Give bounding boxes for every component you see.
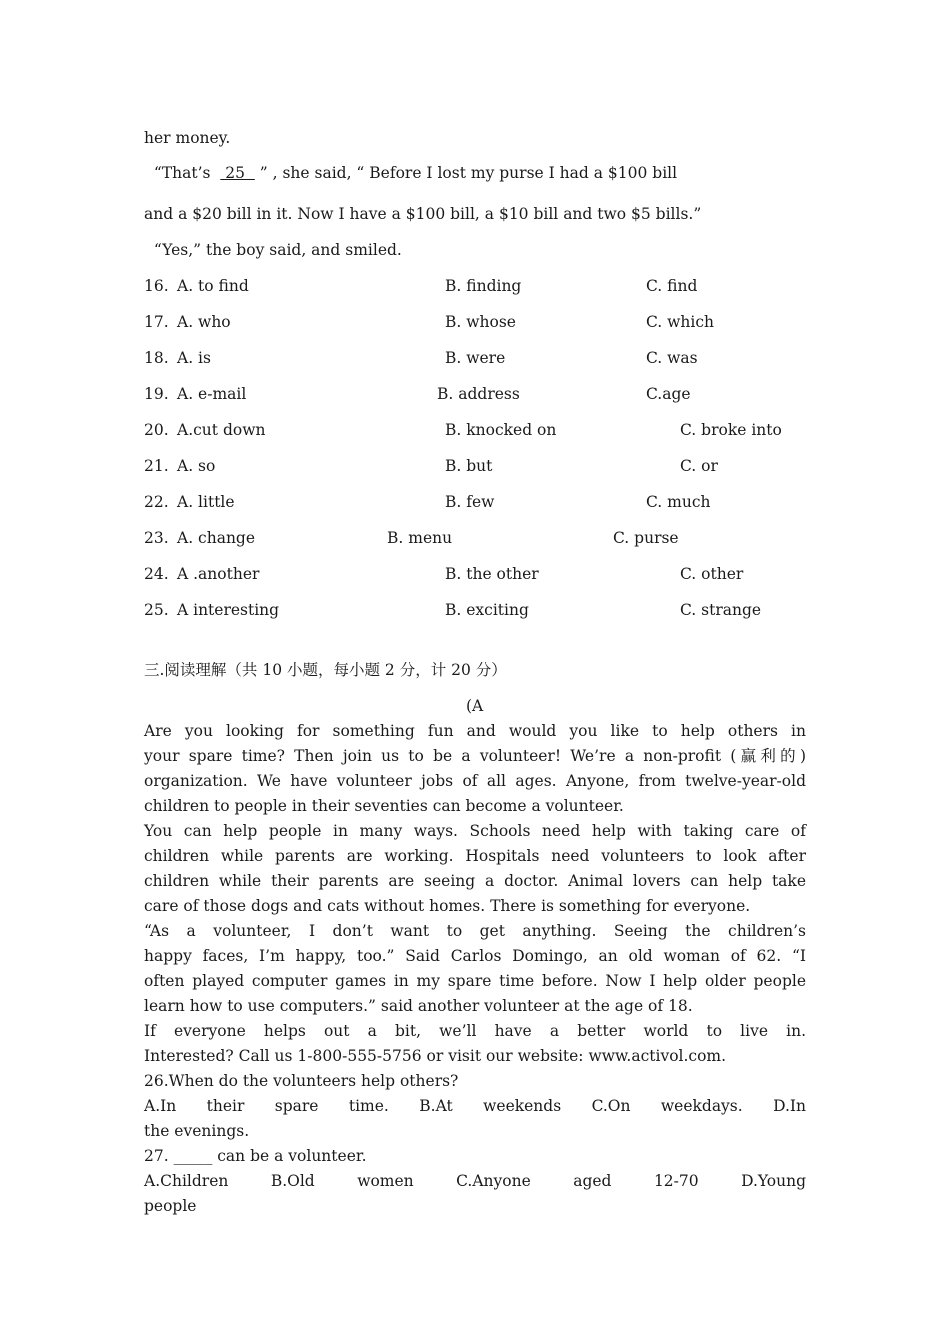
option-c: C. was <box>646 349 698 367</box>
passage-line: “Yes,” the boy said, and smiled. <box>144 241 402 259</box>
question-number: 19. <box>144 385 169 403</box>
option-b: B. few <box>445 493 495 511</box>
question-number: 17. <box>144 313 169 331</box>
option-c: C. find <box>646 277 698 295</box>
passage-line: Are you looking for something fun and would you like to help others in <box>144 722 806 740</box>
question-27: 27. _____ can be a volunteer. <box>144 1147 367 1165</box>
option-a: A. change <box>177 529 256 547</box>
question-number: 23. <box>144 529 169 547</box>
passage-label: (A <box>466 697 484 715</box>
passage-line: You can help people in many ways. Schools need help with taking care of <box>144 822 806 840</box>
question-number: 16. <box>144 277 169 295</box>
option-b: B. knocked on <box>445 421 557 439</box>
section-heading: 三.阅读理解（共 10 小题，每小题 2 分，计 20 分） <box>144 661 507 679</box>
question-number: 24. <box>144 565 169 583</box>
passage-text: “That’s <box>144 164 221 182</box>
option-a: A. is <box>177 349 211 367</box>
option-b: B. address <box>437 385 520 403</box>
question-number: 25. <box>144 601 169 619</box>
option-c: C. which <box>646 313 715 331</box>
option-a: A. so <box>177 457 216 475</box>
passage-line: care of those dogs and cats without homes. There is something for everyone. <box>144 897 751 915</box>
passage-line: and a $20 bill in it. Now I have a $100 bill, a $10 bill and two $5 bills.” <box>144 205 702 223</box>
option-c: C. broke into <box>680 421 782 439</box>
passage-line: children to people in their seventies can become a volunteer. <box>144 797 624 815</box>
option-b: B. the other <box>445 565 539 583</box>
option-a: A. who <box>177 313 231 331</box>
question-number: 18. <box>144 349 169 367</box>
passage-text: ” , she said, “ Before I lost my purse I had a $100 bill <box>254 164 678 182</box>
option-c: C. purse <box>613 529 679 547</box>
question-26-options-cont: the evenings. <box>144 1122 250 1140</box>
option-b: B. but <box>445 457 493 475</box>
option-c: C. much <box>646 493 711 511</box>
passage-line: your spare time? Then join us to be a volunteer! We’re a non-profit (赢利的) <box>144 747 806 765</box>
option-a: A.cut down <box>177 421 266 439</box>
option-b: B. whose <box>445 313 516 331</box>
question-number: 22. <box>144 493 169 511</box>
option-c: C. strange <box>680 601 762 619</box>
option-c: C. or <box>680 457 718 475</box>
option-c: C. other <box>680 565 744 583</box>
question-number: 20. <box>144 421 169 439</box>
passage-line: often played computer games in my spare time before. Now I help older people <box>144 972 806 990</box>
passage-line: learn how to use computers.” said another volunteer at the age of 18. <box>144 997 693 1015</box>
question-26: 26.When do the volunteers help others? <box>144 1072 459 1090</box>
passage-line: children while their parents are seeing a doctor. Animal lovers can help take <box>144 872 806 890</box>
option-a: A. to find <box>177 277 249 295</box>
question-27-options-cont: people <box>144 1197 197 1215</box>
passage-line: organization. We have volunteer jobs of all ages. Anyone, from twelve-year-old <box>144 772 806 790</box>
passage-line: happy faces, I’m happy, too.” Said Carlos Domingo, an old woman of 62. “I <box>144 947 806 965</box>
passage-line: If everyone helps out a bit, we’ll have a better world to live in. <box>144 1022 806 1040</box>
question-26-options: A.In their spare time. B.At weekends C.On weekdays. D.In <box>144 1097 806 1115</box>
option-b: B. finding <box>445 277 522 295</box>
question-number: 21. <box>144 457 169 475</box>
option-a: A .another <box>177 565 260 583</box>
option-b: B. menu <box>387 529 453 547</box>
passage-line <box>144 163 677 183</box>
passage-line: “As a volunteer, I don’t want to get anything. Seeing the children’s <box>144 922 806 940</box>
option-a: A. e-mail <box>177 385 247 403</box>
question-27-options: A.Children B.Old women C.Anyone aged 12-70 D.Young <box>144 1172 806 1190</box>
option-a: A interesting <box>177 601 280 619</box>
option-b: B. exciting <box>445 601 529 619</box>
option-a: A. little <box>177 493 235 511</box>
blank-25: 25 <box>220 164 255 182</box>
passage-line: her money. <box>144 129 231 147</box>
option-c: C.age <box>646 385 691 403</box>
option-b: B. were <box>445 349 506 367</box>
passage-line: Interested? Call us 1-800-555-5756 or visit our website: www.activol.com. <box>144 1047 727 1065</box>
passage-line: children while parents are working. Hospitals need volunteers to look after <box>144 847 806 865</box>
